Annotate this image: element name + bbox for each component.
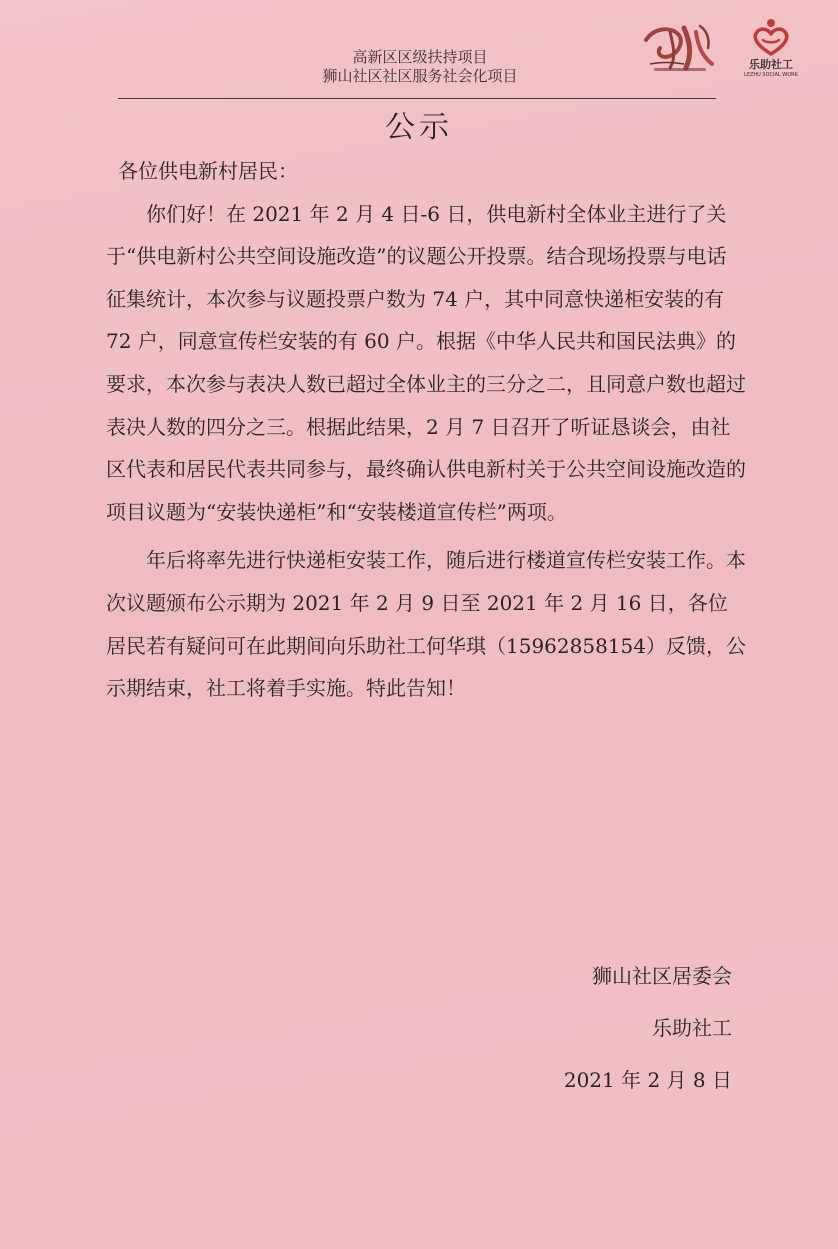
signature-org-committee: 狮山社区居委会	[592, 964, 732, 988]
signature-date: 2021 年 2 月 8 日	[563, 1068, 732, 1092]
header-divider	[118, 98, 716, 99]
salutation: 各位供电新村居民：	[118, 159, 298, 183]
svg-text:LEZHU SOCIAL WORK: LEZHU SOCIAL WORK	[744, 72, 798, 78]
header-line-2: 狮山社区社区服务社会化项目	[322, 67, 518, 85]
lezhu-social-work-logo	[736, 16, 806, 78]
signature-block	[564, 950, 732, 1106]
notice-body	[106, 150, 746, 710]
paragraph-voting-result: 你们好！在 2021 年 2 月 4 日-6 日，供电新村全体业主进行了关于“供电新村公共空间设施改造”的议题公开投票。结合现场投票与电话征集统计，本次参与议题投票户数为 74 户，其中同意快递柜安装的有 72 户，同意宣传栏安装的有 60 户。根据《中华人民共和国民法典》的要求，本次参与表决人数已超过全体业主的三分之二，且同意户数也超过表决人数的四分之三。根据此结果，2 月 7 日召开了听证恳谈会，由社区代表和居民代表共同参与，最终确认供电新村关于公共空间设施改造的项目议题为“安装快递柜”和“安装楼道宣传栏”两项。	[106, 201, 746, 524]
project-header	[250, 48, 590, 86]
notice-title: 公示	[385, 110, 453, 145]
header-line-1: 高新区区级扶持项目	[352, 48, 488, 66]
shishan-community-logo	[640, 18, 720, 76]
svg-text:乐助社工: 乐助社工	[749, 58, 793, 71]
paragraph-announcement-period: 年后将率先进行快递柜安装工作，随后进行楼道宣传栏安装工作。本次议题颁布公示期为 2021 年 2 月 9 日至 2021 年 2 月 16 日，各位居民若有疑问可在此期间向乐助社工何华琪（15962858154）反馈，公示期结束，社工将着手实施。特此告知！	[106, 548, 746, 701]
signature-org-social-work: 乐助社工	[652, 1016, 732, 1040]
